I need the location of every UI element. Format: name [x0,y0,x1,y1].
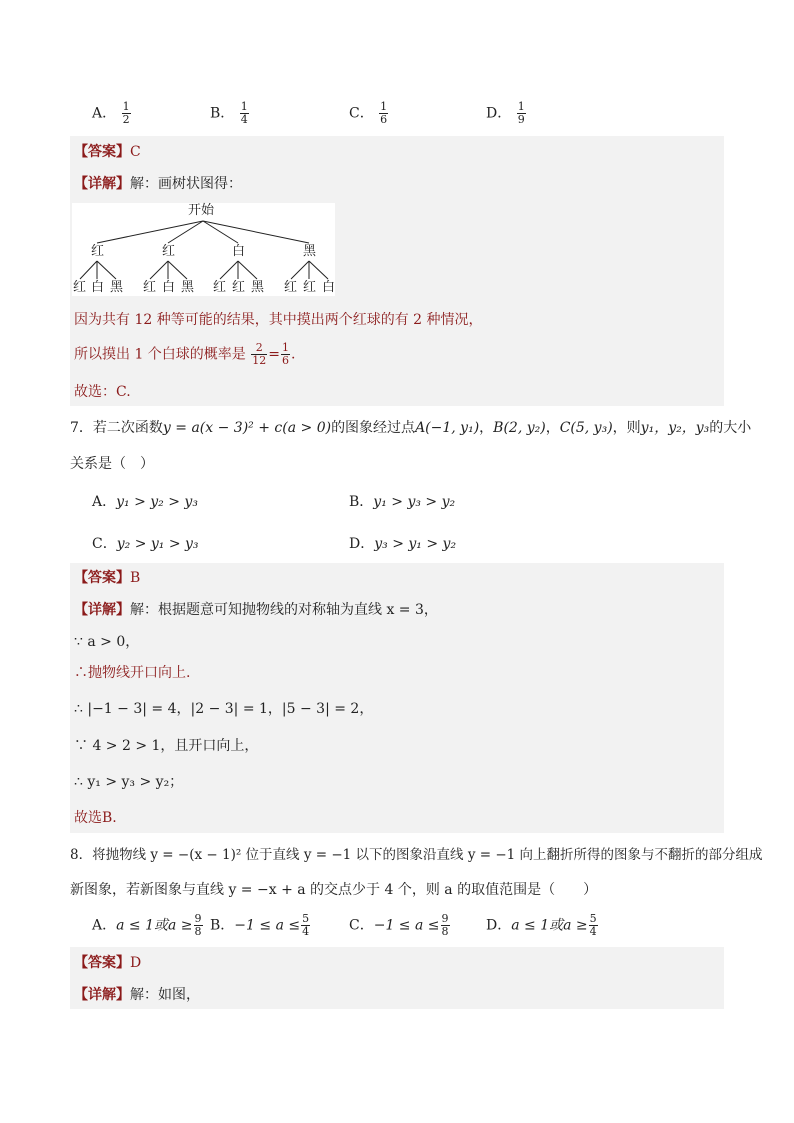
equals-sign: = [268,346,280,363]
q6-option-a [92,101,132,126]
tree-node: 红 [91,244,105,259]
option-expr: a ≤ 1或a ≥ [511,917,588,934]
denominator: 4 [589,925,597,938]
fraction [517,101,526,126]
q7-option-d [349,533,456,553]
q7-detail-line4: ∵ 4 > 2 > 1，且开口向上， [74,738,259,754]
option-label: D． [486,917,512,934]
q8-option-d [486,913,599,938]
q8-option-b [210,913,311,938]
option-expr: y₁ > y₃ > y₂ [373,494,456,510]
option-expr: y₂ > y₁ > y₃ [116,536,199,552]
q7-stem-text: 的图象经过点 [331,420,416,436]
q7-detail-line6: 故选B. [74,810,117,826]
q7-point-a: A(−1, y₁) [415,420,480,436]
q6-option-b [210,101,250,126]
tree-leaf: 黑 [110,280,124,295]
option-expr: a ≤ 1或a ≥ [116,917,193,934]
tree-node: 白 [232,244,246,259]
option-label: A． [92,917,117,934]
fraction [441,913,450,938]
q7-stem-line1: 7．若二次函数y = a(x − 3)² + c(a > 0)的图象经过点A(−1, y₁)，B(2, y₂)，C(5, y₃)，则y₁，y₂，y₃的大小 [70,420,752,436]
detail-tag: 【详解】 [74,176,130,192]
q7-stem-text: 7．若二次函数 [70,420,163,436]
denominator: 4 [302,925,310,938]
numerator: 9 [194,912,202,925]
denominator: 4 [240,113,248,126]
tree-node: 黑 [303,244,317,259]
q7-point-b: B(2, y₂) [493,420,546,436]
option-label: B． [210,917,235,934]
numerator: 2 [251,342,267,355]
q7-option-b [349,491,455,511]
option-label: D． [486,105,512,122]
q7-detail-line3: ∴ |−1 − 3| = 4，|2 − 3| = 1，|5 − 3| = 2， [74,701,374,717]
fraction [194,913,203,938]
tree-leaf: 红 [232,280,246,295]
fraction [281,342,290,367]
q7-point-c: C(5, y₃) [559,420,613,436]
detail-text: 解：如图， [130,987,200,1003]
numerator: 5 [302,912,310,925]
q7-option-a [92,491,198,511]
option-label: C． [349,105,374,122]
answer-value: D [130,955,142,971]
option-expr: −1 ≤ a ≤ [234,917,301,934]
q6-option-d [486,101,527,126]
q8-option-c [349,913,451,938]
fraction [122,101,131,126]
fraction [251,342,267,367]
answer-tag: 【答案】 [74,570,130,586]
q8-answer-line [70,953,728,973]
denominator: 9 [517,113,525,126]
tree-leaf: 红 [213,280,227,295]
q7-detail-line1: ∵ a > 0， [74,634,140,650]
denominator: 12 [252,354,267,367]
tree-leaf: 黑 [181,280,195,295]
q6-option-c [349,101,389,126]
tree-leaf: 黑 [251,280,265,295]
prob-text: 所以摸出 1 个白球的概率是 [74,346,246,363]
tree-leaf: 红 [284,280,298,295]
tree-diagram [72,203,335,296]
option-expr: y₁ > y₂ > y₃ [116,494,198,510]
option-expr: −1 ≤ a ≤ [373,917,440,934]
denominator: 6 [380,113,388,126]
q6-explain-line2 [70,342,728,370]
q8-stem-line1: 8．将抛物线 y = −(x − 1)² 位于直线 y = −1 以下的图象沿直线 y = −1 向上翻折所得的图象与不翻折的部分组成 [70,847,763,863]
fraction [589,913,598,938]
tree-node: 红 [162,244,176,259]
q6-explain-line3: 故选：C. [74,384,131,400]
q7-detail-line5: ∴ y₁ > y₃ > y₂； [74,774,184,790]
numerator: 1 [282,341,289,354]
detail-tag: 【详解】 [74,602,130,618]
answer-tag: 【答案】 [74,144,130,160]
numerator: 5 [589,912,597,925]
q7-answer-line [70,568,728,588]
option-label: A． [92,105,117,122]
q6-detail-line [70,174,728,194]
q7-option-c [92,533,199,553]
q7-stem-line2: 关系是（ ） [70,456,154,472]
option-label: C． [349,917,374,934]
q7-detail-line2: ∴抛物线开口向上. [74,665,191,681]
tree-leaf: 白 [162,280,176,295]
option-label: B． [210,105,235,122]
numerator: 1 [122,100,130,113]
q7-stem-text: 的大小 [709,420,752,436]
answer-value: C [130,144,141,160]
option-label: C． [92,536,117,552]
fraction [240,101,249,126]
q7-function: y = a(x − 3)² + c(a > 0) [162,420,332,436]
period: . [291,346,296,363]
answer-value: B [130,570,141,586]
denominator: 8 [194,925,202,938]
q8-detail-line [70,985,728,1005]
denominator: 8 [441,925,449,938]
tree-leaf: 白 [91,280,105,295]
fraction [301,913,310,938]
tree-leaf: 红 [303,280,317,295]
q7-stem-text: ，则 [612,420,641,436]
numerator: 9 [441,912,449,925]
denominator: 2 [122,113,130,126]
tree-leaf: 红 [143,280,157,295]
tree-root: 开始 [188,203,215,218]
q6-answer-line [70,142,728,162]
numerator: 1 [517,100,525,113]
detail-text: 解：根据题意可知抛物线的对称轴为直线 x = 3， [130,602,438,618]
option-expr: y₃ > y₁ > y₂ [374,536,457,552]
q7-vars: y₁，y₂，y₃ [640,420,710,436]
numerator: 1 [380,100,388,113]
tree-leaf: 白 [322,280,336,295]
detail-text: 解：画树状图得： [130,176,242,192]
option-label: A． [92,494,117,510]
option-label: B． [349,494,374,510]
numerator: 1 [240,100,248,113]
fraction [379,101,388,126]
answer-tag: 【答案】 [74,955,130,971]
option-label: D． [349,536,375,552]
q8-option-a [92,913,204,938]
detail-tag: 【详解】 [74,987,130,1003]
denominator: 6 [282,354,289,367]
q6-explain-line1: 因为共有 12 种等可能的结果，其中摸出两个红球的有 2 种情况， [74,312,483,328]
q8-stem-line2: 新图象，若新图象与直线 y = −x + a 的交点少于 4 个，则 a 的取值范围是（ ） [70,882,598,898]
tree-leaf: 红 [73,280,87,295]
q7-detail-line0 [70,600,728,620]
